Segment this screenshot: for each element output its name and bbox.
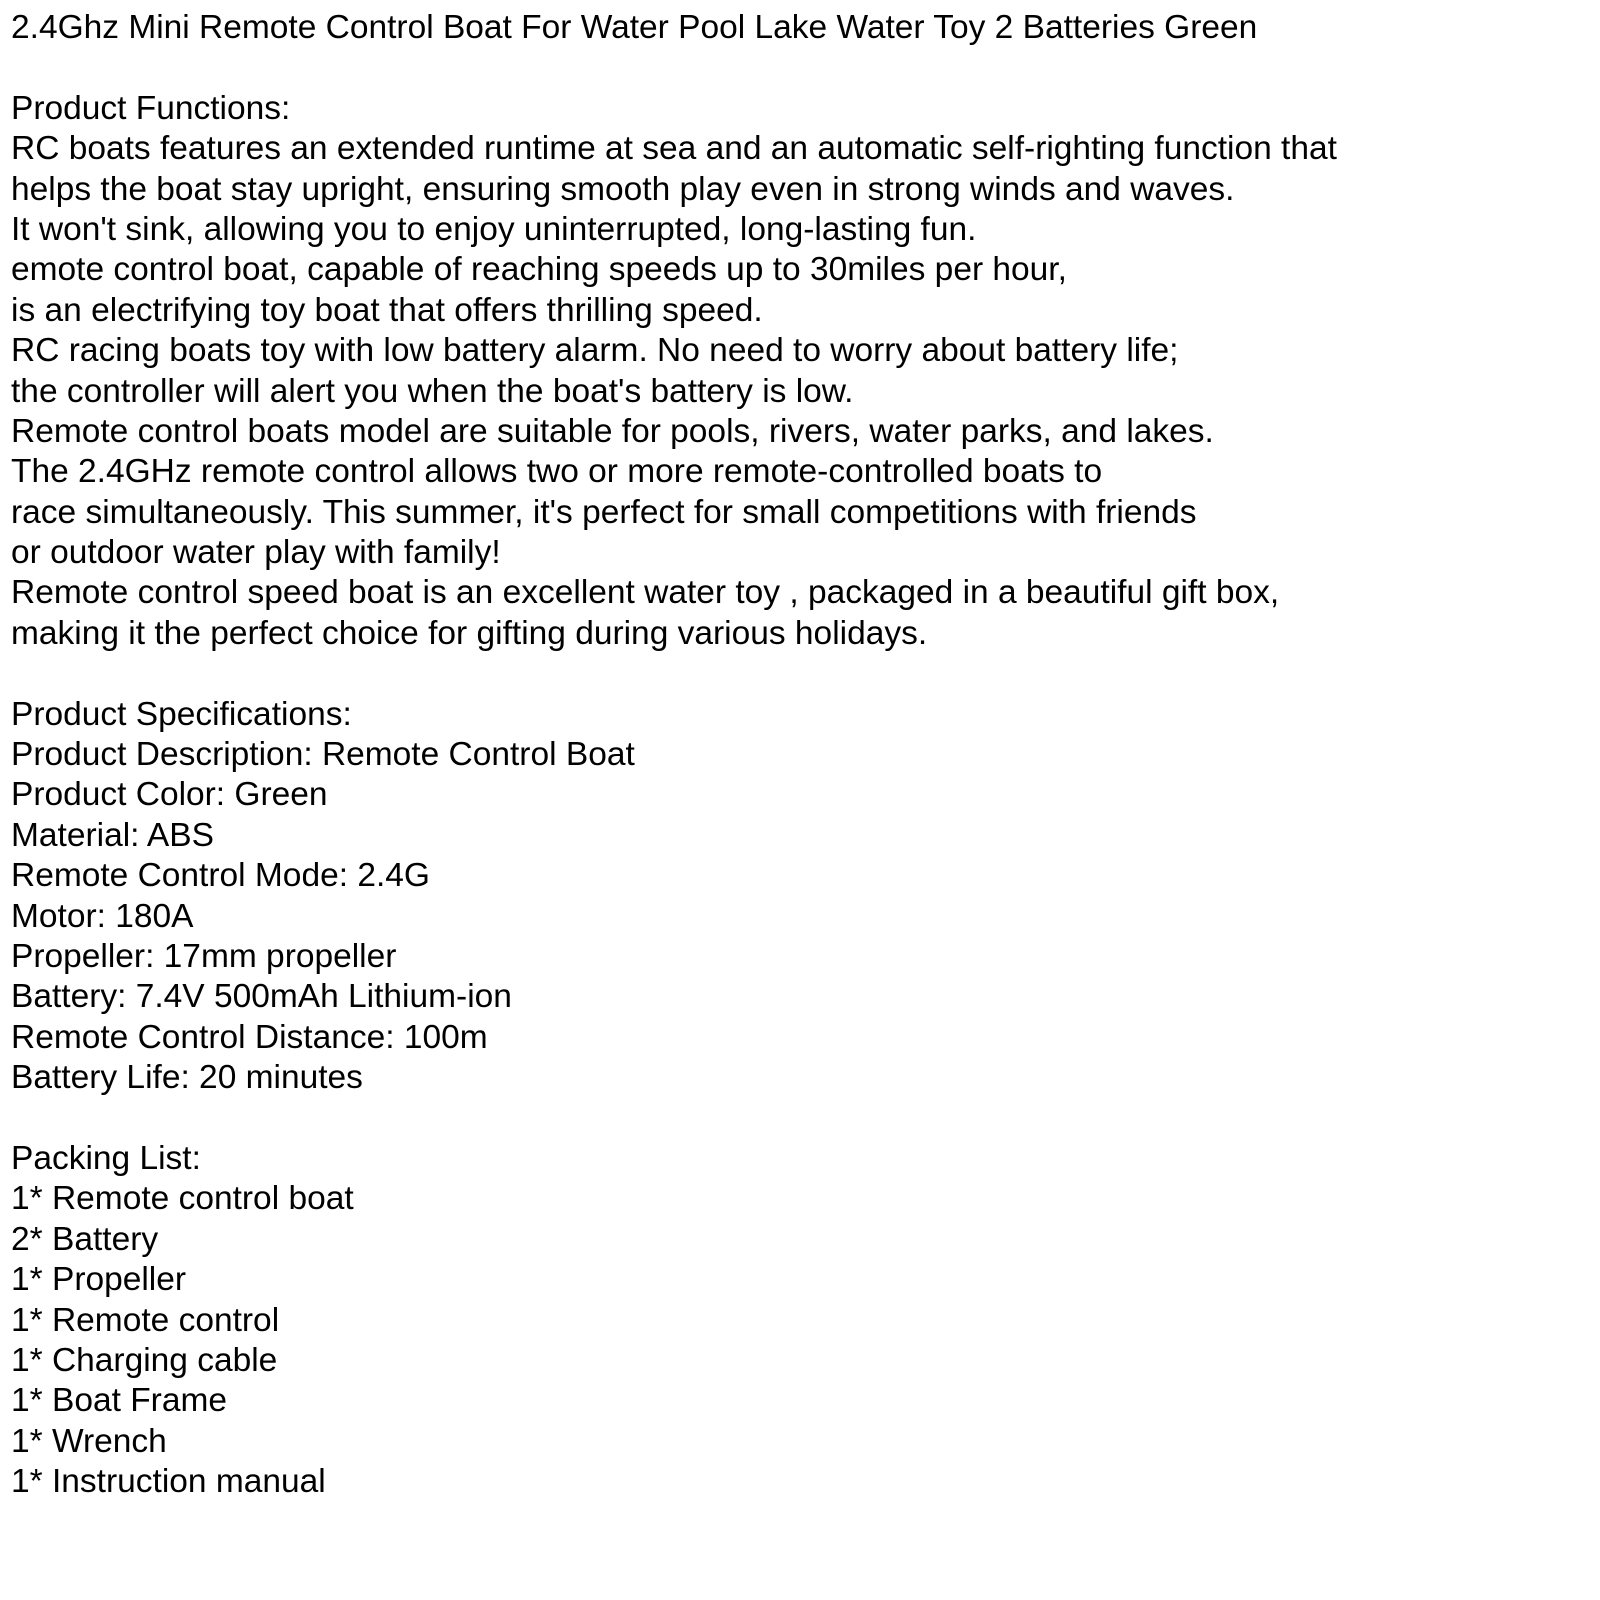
packing-item: 2* Battery xyxy=(11,1220,159,1258)
spacer xyxy=(11,1099,1596,1139)
spec-line: Battery: 7.4V 500mAh Lithium-ion xyxy=(11,978,512,1016)
packing-item: 1* Boat Frame xyxy=(11,1382,227,1420)
functions-section xyxy=(11,89,1596,654)
functions-line: The 2.4GHz remote control allows two or more remote-controlled boats to xyxy=(11,453,1103,491)
functions-line: the controller will alert you when the boat's battery is low. xyxy=(11,372,854,410)
packing-item: 1* Charging cable xyxy=(11,1341,278,1379)
packing-item: 1* Remote control boat xyxy=(11,1180,354,1218)
specifications-heading: Product Specifications: xyxy=(11,695,352,733)
packing-item: 1* Remote control xyxy=(11,1301,280,1339)
spec-line: Remote Control Mode: 2.4G xyxy=(11,857,430,895)
functions-line: is an electrifying toy boat that offers thrilling speed. xyxy=(11,291,763,329)
spec-line: Battery Life: 20 minutes xyxy=(11,1059,363,1097)
functions-line: Remote control boats model are suitable for pools, rivers, water parks, and lakes. xyxy=(11,412,1214,450)
functions-line: RC racing boats toy with low battery alarm. No need to worry about battery life; xyxy=(11,332,1179,370)
functions-line: RC boats features an extended runtime at sea and an automatic self-righting function that xyxy=(11,130,1337,168)
specifications-section xyxy=(11,695,1596,1099)
functions-line: emote control boat, capable of reaching speeds up to 30miles per hour, xyxy=(11,251,1067,289)
spec-line: Product Color: Green xyxy=(11,776,328,814)
packing-section xyxy=(11,1139,1596,1503)
packing-item: 1* Instruction manual xyxy=(11,1463,326,1501)
functions-line: It won't sink, allowing you to enjoy uninterrupted, long-lasting fun. xyxy=(11,210,977,248)
spec-line: Material: ABS xyxy=(11,816,214,854)
product-title: 2.4Ghz Mini Remote Control Boat For Water Pool Lake Water Toy 2 Batteries Green xyxy=(11,9,1258,46)
spec-line: Remote Control Distance: 100m xyxy=(11,1018,488,1056)
packing-item: 1* Wrench xyxy=(11,1422,167,1460)
product-document xyxy=(11,8,1596,1502)
packing-item: 1* Propeller xyxy=(11,1261,187,1299)
spacer xyxy=(11,654,1596,694)
functions-line: Remote control speed boat is an excellent water toy , packaged in a beautiful gift box, xyxy=(11,574,1280,612)
spec-line: Motor: 180A xyxy=(11,897,194,935)
spec-line: Propeller: 17mm propeller xyxy=(11,937,397,975)
functions-line: helps the boat stay upright, ensuring smooth play even in strong winds and waves. xyxy=(11,170,1235,208)
spacer xyxy=(11,48,1596,88)
spec-line: Product Description: Remote Control Boat xyxy=(11,736,635,774)
functions-line: race simultaneously. This summer, it's perfect for small competitions with friends xyxy=(11,493,1197,531)
packing-heading: Packing List: xyxy=(11,1139,201,1177)
functions-line: making it the perfect choice for gifting during various holidays. xyxy=(11,614,928,652)
functions-heading: Product Functions: xyxy=(11,89,291,127)
functions-line: or outdoor water play with family! xyxy=(11,534,501,572)
